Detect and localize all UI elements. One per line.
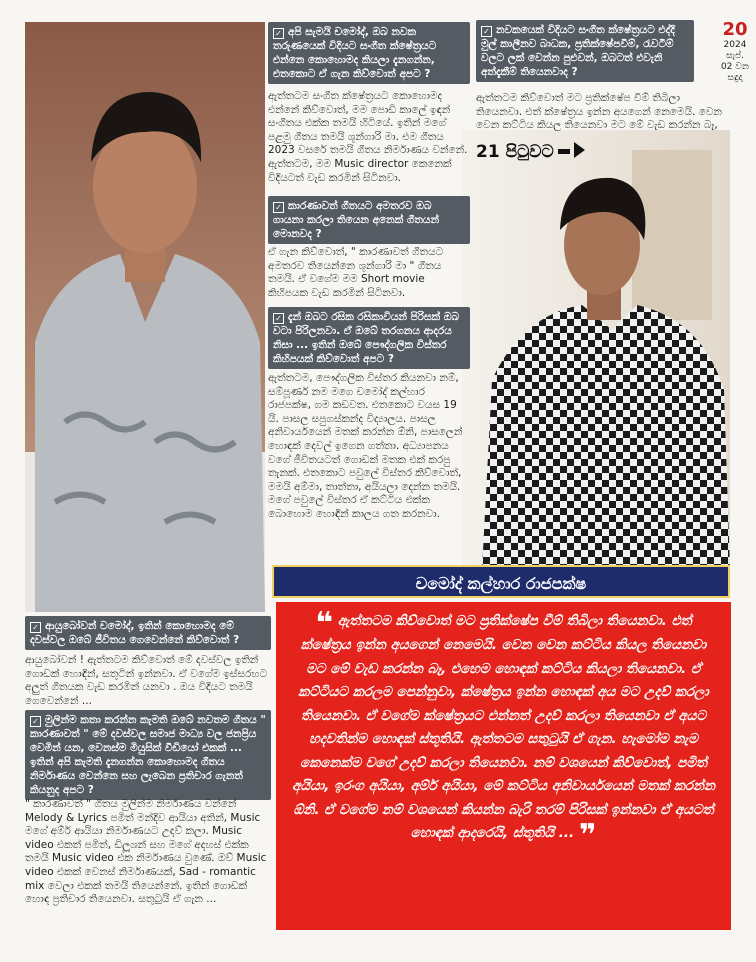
answer-6: " කාරණාවත් " ගීතය මුලින්ම නිර්මාණය වන්නේ Melody & Lyrics පමිත් මන්දිව ආයියා අතින්, Music මගේ අම්ර් ආයියා නිර්මාණයට උදව් කලා. Music video එකත් පමිත්, ඩිලූශන් සහ මගේ අදහස් එක්ක තමයි Music video එක නිර්මාණය වුණේ. ඔව් Music video එකක් වෙනස් නිර්මාණයක්, Sad - romantic mix වෙලා එකක් තමයි තියෙන්නේ. ඉතින් ගොඩක් හොඳ ප්‍රතිචාර තියෙනවා. සතුටුයි ඒ ගැන ...	[25, 798, 267, 906]
checkbox-icon: ✓	[273, 28, 284, 39]
portrait-photo-left	[25, 22, 265, 612]
close-quote-icon: ❞	[578, 818, 597, 853]
checkbox-icon: ✓	[273, 313, 284, 324]
question-5: ✓ ආයුබෝවන් චමෝද්, ඉතින් කොහොමද මේ දවස්වල ඔබේ ජීවිතය ගෙවෙන්නේ කිව්වොත් ?	[25, 616, 271, 650]
question-1: ✓ අපි සැමයි චමෝද්, ඔබ නවක තරුණයෙක් විදියට සංගීත ක්ෂේත්‍රයට එන්නෙ කොහොමද කියලා දැනගන්න, එතකොට ඒ ගැන කිව්වොත් අපට ?	[268, 22, 470, 84]
question-3: ✓ දැන් ඔබට රසික රසිකාවියන් පිරිසක් ඔබ වටා පිරිලනවා. ඒ ඔබේ තරගනය ආදරය නිසා ... ඉතින් ඔබේ පෞද්ගලික විස්තර කිහිපයක් කිව්වොත් අපට ?	[268, 307, 470, 369]
question-2: ✓ කාරණාවත් ගීතයට අමතරව ඔබ ගායනා කරලා තියෙන අනෙක් ගීතයන් මොනවද ?	[268, 196, 470, 244]
checkbox-icon: ✓	[30, 622, 41, 633]
portrait-photo-right	[462, 130, 730, 570]
page-number: 20	[722, 19, 748, 40]
checkbox-icon: ✓	[481, 26, 492, 37]
answer-2: ඒ ගැන කිව්වොත්, " කාරණාවත් ගීතයට අමතරව තියෙන්නෙ ශුන්ගාරි මා " ගීතය තමයි. ඒ වගේම මම Short movie කිහිපයක වැඩ කරමින් සිටිනවා.	[268, 246, 444, 299]
pull-quote	[276, 602, 731, 930]
answer-1: ඇත්තටම සංගීත ක්ෂේත්‍රයට කොහොමද එන්නේ කිව්වොත්, මම පොඩි කාලේ ඉඳන් සංගීතය එක්ක තමයි හිටියේ. ඉතින් මගේ පළමු ගීතය තමයි ශුන්ගාරි මා. එම ගීතය 2023 වසරේ තමයි ගීතය නිර්මාණය වන්නේ. ඇත්තටම, මම Music director කෙනෙක් විදියටත් වැඩ කරමින් සිටිනවා.	[268, 90, 468, 184]
checkbox-icon: ✓	[30, 716, 41, 727]
checkbox-icon: ✓	[273, 202, 284, 213]
page-date: 2024 සැප්. 02 වන සඳුදා	[720, 40, 750, 83]
open-quote-icon: ❝	[315, 606, 334, 641]
answer-4: ඇත්තටම කිව්වොත් මට ප්‍රතික්ෂේප වීම් තිබිලා තියෙනවා. එත් ක්ෂේත්‍රය ඉන්න අයගෙන් නෙමෙයි. වෙන වෙන කට්ටිය කියල තියෙනවා මට මේ වැඩ කරන්න බෑ,	[476, 92, 722, 132]
pull-quote-text: ඇත්තටම කිව්වොත් මට ප්‍රතික්ෂේප වීම් තිබිලා තියෙනවා. එත් ක්ෂේත්‍රය ඉන්න අයගෙන් නෙමෙයි. වෙන වෙන කට්ටිය කියල තියෙනවා මට මේ වැඩ කරන්න බෑ, එහෙම හොඳක් කට්ටිය කියලා තියෙනවා. ඒ කට්ටියට කරලම පෙන්නුවා, ක්ෂේත්‍රය ඉන්න හොඳක් අය මට උදව් කරලා තියෙනවා. ඒ වගේම ක්ෂේත්‍රයට එන්නත් උදව් කරලා තියෙනවා ඒ අයට හදවතින්ම හොඳක් ස්තූතියි. ඇත්තටම සතුටුයි ඒ ගැන. හැමෝම නැම කෙනෙක්ම වගේ උදව් කරලා තියෙනවා. නම් වශයෙන් කිව්වොත්, පමිත් අයියා, ඉරංග අයියා, අම්ර් අයියා, මේ කට්ටිය අනිවාර්යයෙන් මතක් කරන්න ඕනි. ඒ වගේම නම් වශයෙන් කියන්න බැරි තරම් පිරිසක් ඉන්නවා ඒ අයටත් හොඳක් ආදරෙයි, ස්තූතියි ...	[292, 613, 715, 841]
name-banner: චමෝද් කල්හාර රාජපක්ෂ	[272, 565, 730, 598]
question-6: ✓ මුලින්ම කතා කරන්න කැමති ඔබේ නවතම ගීතය " කාරණාවත් " මේ දවස්වල සමාජ මාධ්‍ය වල ජනප්‍රිය වෙමින් යන, වෙනස්ම මියුසික් වීඩියෝ එකක් ... ඉතින් අපි කැමති දැනගන්න කොහොමද ගීතය නිර්මාණය වෙන්නෙ සහ ලැබෙන ප්‍රතිචාර ගැනත් කියනුද අපට ?	[25, 710, 271, 800]
continue-page-label: 21 පිටුවට	[476, 142, 585, 162]
answer-5: ආයුබෝවන් ! ඇත්තටම කිව්වොත් මේ දවස්වල ඉතින් ගොඩක් හොඳින්, සතුටින් ඉන්නවා. ඒ වගේම ඉස්සරහට අලුත් ගීතයක වැඩ කරමින් යනවා . ඔය විදියට තමයි ගෙවෙන්නේ ...	[25, 654, 268, 707]
arrow-right-icon	[558, 149, 570, 154]
question-4: ✓ නවකයෙක් විදියට සංගීත ක්ෂේත්‍රයට එද්දි මුල් කාලීනව බාධක, ප්‍රතික්ෂේපවීම්, රැවටීම් වලට ලක් වෙන්න පුළුවන්, ඔබටත් එවැනි අත්දැකීම් තියෙනවාද ?	[476, 20, 694, 82]
page-number-block	[720, 20, 750, 84]
answer-3: ඇත්තටම, පෞද්ගලික විස්තර කියනවා නම්, සම්පූර්ණ නම මගෙ චමෝද් කල්හාර රාජපක්ෂ, ගම කඩවත. එතකොට වයස 19 යි. පාසල සපුගස්කන්ද විද්‍යාලය. පාසල අනිවාර්යයෙන් මතක් කරන්න ඕනි, පාසලෙන් හොඳක් දෙවල් ඉගෙන ගත්තා. අධ්‍යාපනය වගේ ජීවිතයටත් ගොඩක් මතක එක් කරපු තැනක්. එතකොට පවුලේ විස්තර කිව්වොත්, මමයි අම්මා, තාත්තා, අයියලා දෙන්න තමයි. මගේ පවුලේ විස්තර ඒ කට්ටිය එක්ක බොහොම හොඳින් කාලය ගත කරනවා.	[268, 372, 463, 520]
